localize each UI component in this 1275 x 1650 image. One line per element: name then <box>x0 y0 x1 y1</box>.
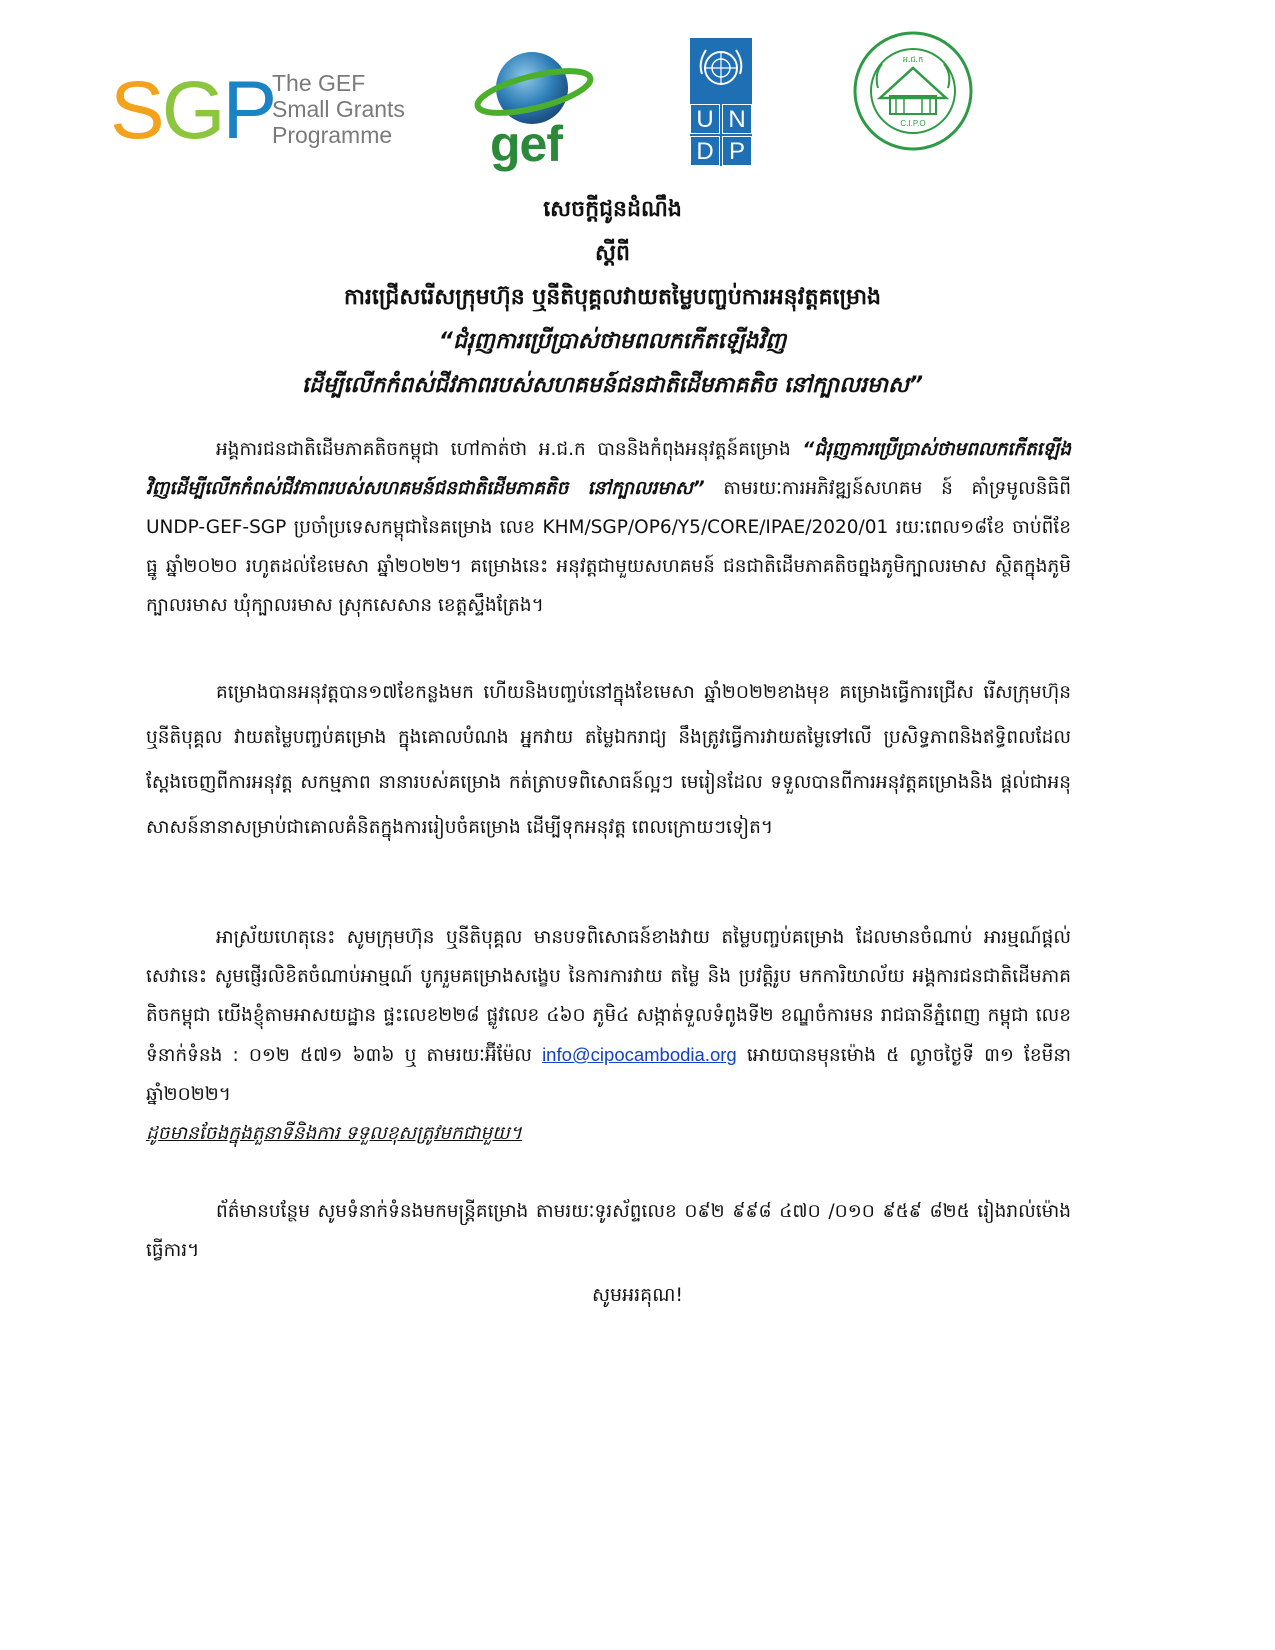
sgp-letter-p: P <box>222 65 275 156</box>
cipo-seal-text: C.I.P.O <box>900 119 926 128</box>
project-title-line-2: ដើម្បីលើកកំពស់ជីវភាពរបស់សហគមន៍ជនជាតិដើមភាគតិច នៅក្បាលរមាស” <box>301 373 924 398</box>
intro-project-title: “ជំរុញការប្រើប្រាស់ថាមពលកកើតឡើងវិញដើម្បីលើកកំពស់ជីវភាពរបស់សហគមន៍ជនជាតិដើមភាគតិច នៅក្បាលរមាស” <box>146 439 1072 499</box>
paragraph-intro <box>146 430 1071 625</box>
notice-title: សេចក្តីជូនដំណឹង <box>543 197 682 222</box>
project-title-line-1: “ជំរុញការប្រើប្រាស់ថាមពលកកើតឡើងវិញ <box>438 329 787 354</box>
notice-heading <box>150 188 1075 408</box>
paragraph-contact: ព័ត៌មានបន្ថែម សូមទំនាក់ទំនងមកមន្ត្រីគម្រោង តាមរយៈទូរស័ព្ទលេខ ០៩២ ៩៩៨ ៤៧០ /០១០ ៩៥៩ ៨២៥ រៀងរាល់ម៉ោងធ្វើការ។ <box>146 1201 1071 1261</box>
email-link[interactable]: info@cipocambodia.org <box>542 1044 737 1065</box>
paragraph-purpose: គម្រោងបានអនុវត្តបាន១៧ខែកន្លងមក ហើយនិងបញ្ចប់នៅក្នុងខែមេសា ឆ្នាំ២០២២ខាងមុខ គម្រោងធ្វើការជ្រើស រើសក្រុមហ៊ុន ឬនីតិបុគ្គល វាយតម្លៃបញ្ចប់គម្រោង ក្នុងគោលបំណង អ្នកវាយ តម្លៃឯករាជ្យ នឹងត្រូវធ្វើការវាយតម្លៃទៅលើ ប្រសិទ្ធភាពនិងឥទ្ធិពលដែលស្តែងចេញពីការអនុវត្ត សកម្មភាព នានារបស់គម្រោង កត់ត្រាបទពិសោធន៍ល្អៗ មេរៀនដែល ទទួលបានពីការអនុវត្តគម្រោងនិង ផ្តល់ជាអនុសាសន៍នានាសម្រាប់ជាគោលគំនិតក្នុងការរៀបចំគម្រោង ដើម្បីទុកអនុវត្ត ពេលក្រោយៗទៀត។ <box>146 682 1071 838</box>
cipo-logo <box>852 30 974 152</box>
sgp-letter-s: S <box>110 65 162 156</box>
application-deadline: អោយបានមុនម៉ោង ៥ ល្ងាចថ្ងៃទី ៣១ ខែមីនា ឆ្នាំ២០២២។ <box>146 1045 1071 1105</box>
sgp-letter-g: G <box>161 65 223 156</box>
undp-letter-grid <box>690 104 752 166</box>
gef-logo <box>470 40 600 180</box>
undp-letter: N <box>722 104 752 134</box>
cipo-seal-icon <box>852 30 974 152</box>
intro-text-continued: តាមរយៈការអភិវឌ្ឍន៍សហគម ន៍ គាំទ្រមូលនិធិពី UNDP-GEF-SGP ប្រចាំប្រទេសកម្ពុជានៃគម្រោង លេខ KHM/SGP/OP6/Y5/CORE/IPAE/2020/01 រយៈពេល១៨ខែ ចាប់ពីខែធ្នូ ឆ្នាំ២០២០ រហូតដល់ខែមេសា ឆ្នាំ២០២២។ គម្រោងនេះ អនុវត្តជាមួយសហគមន៍ ជនជាតិដើមភាគតិចព្នងភូមិក្បាលរមាស ស្ថិតក្នុងភូមិក្បាលរមាស ឃុំក្បាលរមាស ស្រុកសេសាន ខេត្តស្ទឹងត្រែង។ <box>146 478 1072 616</box>
gef-wordmark: gef <box>490 116 562 172</box>
intro-text: អង្គការជនជាតិដើមភាគតិចកម្ពុជា ហៅកាត់ថា អ.ជ.ក បាននិងកំពុងអនុវត្តន៍គម្រោង <box>216 439 791 460</box>
sgp-logo <box>110 66 410 156</box>
logo-bar <box>0 30 1275 190</box>
tor-note: ដូចមានចែងក្នុងតួនាទីនិងការ ទទួលខុសត្រូវមកជាមួយ។ <box>146 1123 522 1144</box>
undp-letter: D <box>690 136 720 166</box>
notice-subject: ការជ្រើសរើសក្រុមហ៊ុន ឬនីតិបុគ្គលវាយតម្លៃបញ្ចប់ការអនុវត្តគម្រោង <box>343 285 882 310</box>
notice-subject-label: ស្តីពី <box>595 241 630 266</box>
sgp-tagline <box>272 70 412 148</box>
sgp-tagline-line: Small Grants <box>272 96 405 122</box>
cipo-top-text: អ.ជ.ក <box>902 55 924 64</box>
undp-logo <box>690 38 752 166</box>
un-emblem-icon <box>690 38 752 100</box>
sgp-wordmark <box>110 66 274 156</box>
undp-letter: P <box>722 136 752 166</box>
paragraph-application <box>146 918 1071 1153</box>
sgp-tagline-line: The GEF <box>272 70 366 96</box>
closing-thanks: សូមអរគុណ! <box>591 1284 684 1306</box>
sgp-tagline-line: Programme <box>272 122 393 148</box>
application-text: អាស្រ័យហេតុនេះ សូមក្រុមហ៊ុន ឬនីតិបុគ្គល មានបទពិសោធន៍ខាងវាយ តម្លៃបញ្ចប់គម្រោង ដែលមានចំណាប់ អារម្មណ៍ផ្តល់សេវានេះ សូមផ្ញើរលិខិតចំណាប់អាម្មណ៍ បូករួមគម្រោងសង្ខេប នៃការការវាយ តម្លៃ និង ប្រវត្តិរូប មកការិយាល័យ អង្គការជនជាតិដើមភាគតិចកម្ពុជា យើងខ្ញុំតាមអាសយដ្ឋាន ផ្ទះលេខ២២៨ ផ្លូវលេខ ៤៦០ ភូមិ៤ សង្កាត់ទួលទំពូងទី២ ខណ្ឌចំការមន រាជធានីភ្នំពេញ កម្ពុជា លេខទំនាក់ទំនង : ០១២ ៥៧១ ៦៣៦ ឬ តាមរយៈអ៊ីម៉ែល <box>146 927 1071 1066</box>
undp-letter: U <box>690 104 720 134</box>
